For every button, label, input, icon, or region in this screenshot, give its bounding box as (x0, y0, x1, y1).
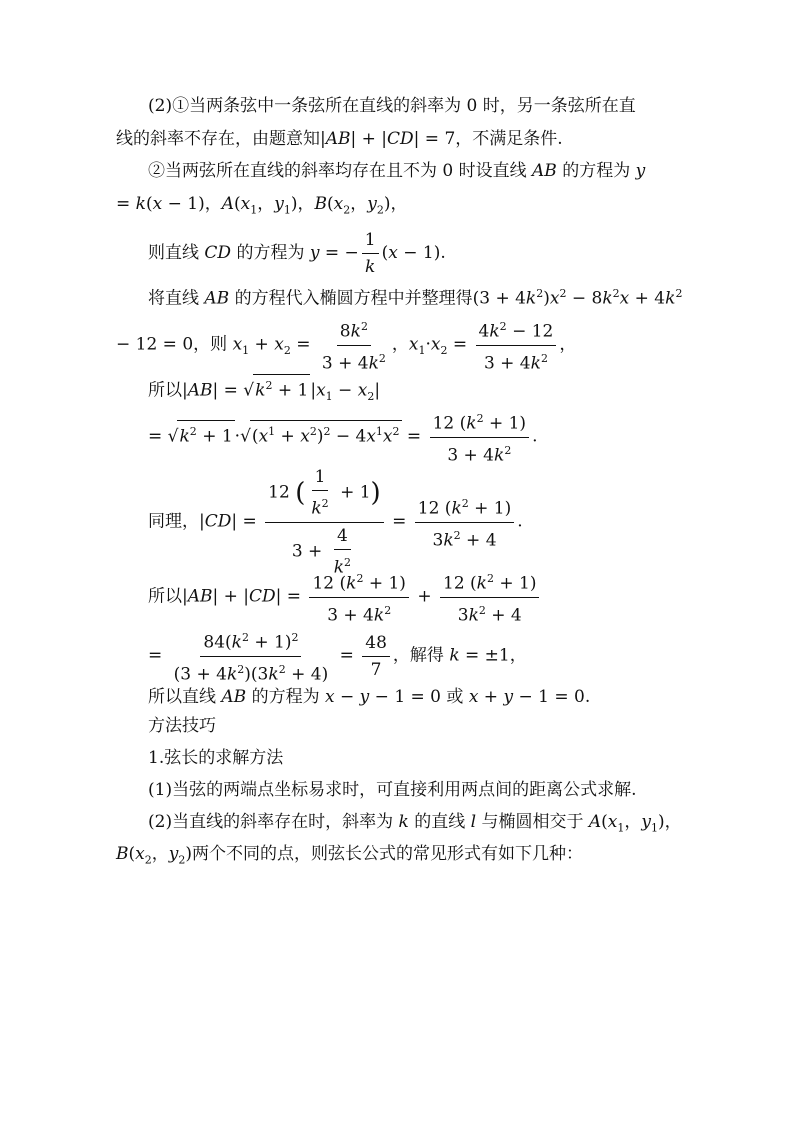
text-line-18: $B(x_2$，$y_2$)两个不同的点，则弦长公式的常见形式有如下几种： (116, 844, 583, 867)
text-line-3: ②当两弦所在直线的斜率均存在且不为 0 时设直线 AB 的方程为 y (148, 161, 646, 181)
text-line-13: 所以直线 AB 的方程为 x − y − 1 = 0 或 x + y − 1 = 0. (148, 687, 591, 707)
text-line-12: = $\frac{84(k^2 + 1)^2}{(3 + 4k^2)(3k^2 + 4)}$ = $\frac{48}{7}$ ，解得 k = ±1， (148, 627, 527, 685)
text-line-1: (2)①当两条弦中一条弦所在直线的斜率为 0 时，另一条弦所在直 (148, 96, 636, 116)
text-line-4: = k(x − 1)，$A(x_1$，$y_1$)，$B(x_2$，$y_2$)， (116, 194, 408, 217)
text-line-6: 将直线 AB 的方程代入椭圆方程中并整理得$(3 + 4k^2)x^2 - 8k^2x + 4k^2$ (148, 287, 683, 309)
text-line-8: 所以$|AB| = √k^2 + 1$ $|x_1 - x_2|$ (148, 374, 380, 408)
text-line-16: (1)当弦的两端点坐标易求时，可直接利用两点间的距离公式求解. (148, 780, 637, 800)
section-heading: 方法技巧 (148, 716, 216, 736)
text-line-17: (2)当直线的斜率存在时，斜率为 k 的直线 l 与椭圆相交于 $A(x_1$，$y_1$)， (148, 812, 682, 835)
text-line-2: 线的斜率不存在，由题意知|AB| + |CD| = 7，不满足条件. (116, 129, 563, 149)
text-line-11: 所以|AB| + |CD| = $\frac{12 (k^2 + 1)}{3 + 4k^2}$ + $\frac{12 (k^2 + 1)}{3k^2 + 4}$ (148, 568, 542, 626)
text-line-10: 同理，|CD| = 12 ( $\frac{1}{k^2}$ + 1) 3 + $\frac{4}{k^2}$ = $\frac{12 (k^2 + 1)}{3k^2 + 4}$ . (148, 467, 523, 578)
subsection-heading: 1.弦长的求解方法 (148, 748, 284, 768)
text-line-7: − 12 = 0，则 $x_1 + x_2$ = $\frac{8k^2}{3 + 4k^2}$ ，$x_1\cdot x_2$ = $\frac{4k^2 - 12}{3 + 4k^2}$ ， (116, 316, 576, 374)
text-line-5: 则直线 CD 的方程为 y = − $\frac{1}{k}$ (x − 1). (148, 230, 446, 277)
text-line-9: = $√k^2 + 1 \cdot√(x^1 + x^2)^2 - 4x^1x^2$ = $\frac{12 (k^2 + 1)}{3 + 4k^2}$ . (148, 408, 537, 466)
